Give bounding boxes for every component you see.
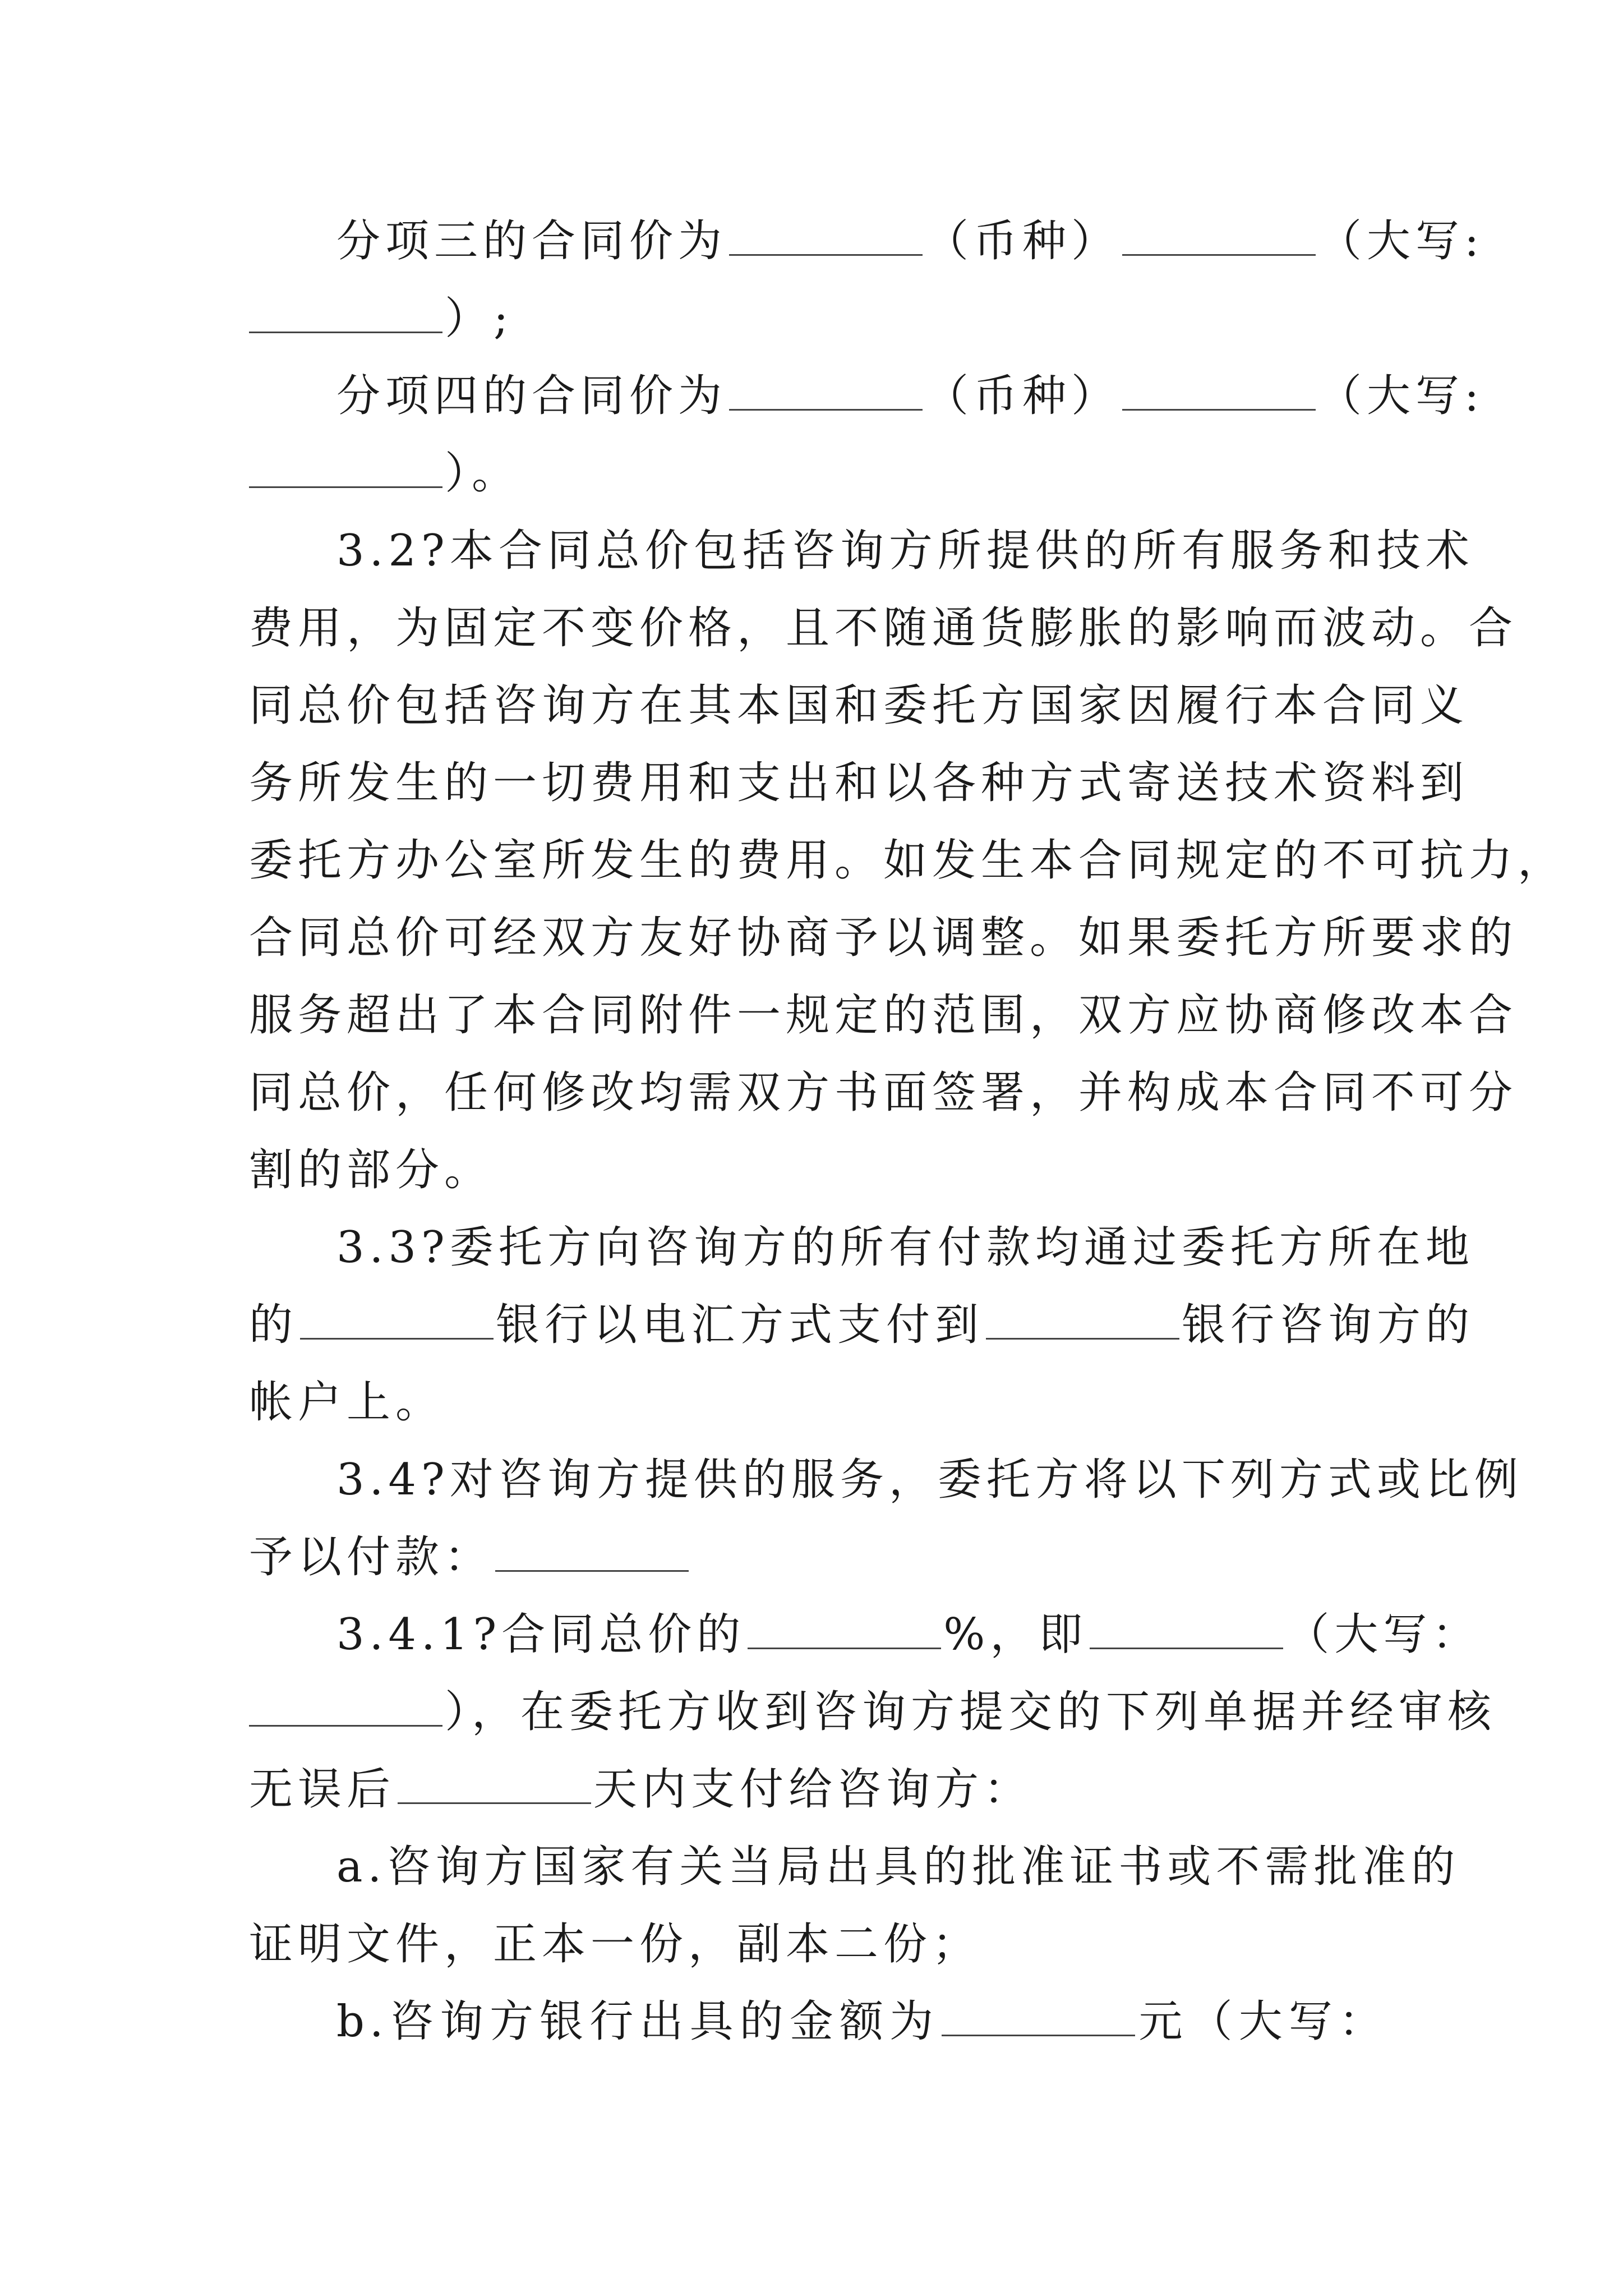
line-subitem-3-price xyxy=(336,208,1484,275)
clause-3-2-line-8: 同总价，任何修改均需双方书面签署，并构成本合同不可分 xyxy=(249,1068,1518,1118)
text: 无误后 xyxy=(249,1764,396,1815)
clause-3-2-line-6: 合同总价可经双方友好协商予以调整。如果委托方所要求的 xyxy=(249,913,1518,963)
text: 分项四的合同价为 xyxy=(336,371,727,421)
text: ）。 xyxy=(445,448,521,499)
text: b.咨询方银行出具的金额为 xyxy=(336,1996,940,2047)
text: 银行咨询方的 xyxy=(1182,1300,1475,1350)
text: 3.4.1?合同总价的 xyxy=(336,1609,746,1660)
text: ）; xyxy=(445,293,514,344)
blank-field[interactable] xyxy=(249,449,442,488)
clause-3-2-line-2: 费用，为固定不变价格，且不随通货膨胀的影响而波动。合 xyxy=(249,603,1518,654)
blank-field[interactable] xyxy=(398,1765,591,1804)
text: 予以付款： xyxy=(249,1532,494,1582)
clause-3-4-1-line-1 xyxy=(336,1601,1481,1668)
clause-3-4-line-1: 3.4?对咨询方提供的服务，委托方将以下列方式或比例 xyxy=(336,1455,1523,1505)
line-subitem-4-price xyxy=(336,362,1484,430)
clause-3-2-line-3: 同总价包括咨询方在其本国和委托方国家因履行本合同义 xyxy=(249,680,1469,731)
line-subitem-3-amount xyxy=(249,285,1387,352)
clause-3-2-line-9: 割的部分。 xyxy=(249,1145,494,1195)
text: 分项三的合同价为 xyxy=(336,216,727,266)
blank-field[interactable] xyxy=(300,1301,494,1340)
clause-3-3-line-2 xyxy=(249,1291,1475,1359)
clause-3-2-line-4: 务所发生的一切费用和支出和以各种方式寄送技术资料到 xyxy=(249,758,1469,808)
blank-field[interactable] xyxy=(1122,217,1316,256)
blank-field[interactable] xyxy=(249,295,442,333)
clause-3-2-line-7: 服务超出了本合同附件一规定的范围，双方应协商修改本合 xyxy=(249,990,1518,1041)
blank-field[interactable] xyxy=(729,217,923,256)
blank-field[interactable] xyxy=(1090,1611,1283,1649)
clause-3-2-line-1: 3.2?本合同总价包括咨询方所提供的所有服务和技术 xyxy=(336,526,1474,576)
clause-3-3-line-1: 3.3?委托方向咨询方的所有付款均通过委托方所在地 xyxy=(336,1222,1474,1273)
item-b-line-1 xyxy=(336,1988,1387,2055)
item-a-line-1: a.咨询方国家有关当局出具的批准证书或不需批准的 xyxy=(336,1842,1460,1892)
clause-3-4-1-line-3 xyxy=(249,1756,1387,1823)
clause-3-2-line-5: 委托方办公室所发生的费用。如发生本合同规定的不可抗力， xyxy=(249,835,1567,886)
blank-field[interactable] xyxy=(729,372,923,411)
text: 银行以电汇方式支付到 xyxy=(496,1300,984,1350)
blank-field[interactable] xyxy=(748,1611,941,1649)
text: （大写： xyxy=(1285,1609,1481,1660)
text: 的 xyxy=(249,1300,298,1350)
blank-field[interactable] xyxy=(495,1533,689,1572)
blank-field[interactable] xyxy=(249,1688,442,1727)
blank-field[interactable] xyxy=(986,1301,1179,1340)
text: 天内支付给咨询方： xyxy=(593,1764,1033,1815)
text: %，即 xyxy=(943,1609,1088,1660)
text: ），在委托方收到咨询方提交的下列单据并经审核 xyxy=(445,1687,1497,1737)
text: （大写: xyxy=(1318,371,1484,421)
clause-3-4-1-line-2 xyxy=(249,1678,1497,1746)
text: 元（大写： xyxy=(1137,1996,1387,2047)
text: （币种） xyxy=(925,216,1121,266)
blank-field[interactable] xyxy=(942,1998,1135,2036)
line-subitem-4-amount xyxy=(249,440,1387,507)
text: （币种） xyxy=(925,371,1121,421)
item-a-line-2: 证明文件，正本一份，副本二份； xyxy=(249,1919,981,1970)
clause-3-3-line-3: 帐户上。 xyxy=(249,1377,445,1428)
clause-3-4-line-2 xyxy=(249,1524,1387,1591)
text: （大写: xyxy=(1318,216,1484,266)
blank-field[interactable] xyxy=(1122,372,1316,411)
